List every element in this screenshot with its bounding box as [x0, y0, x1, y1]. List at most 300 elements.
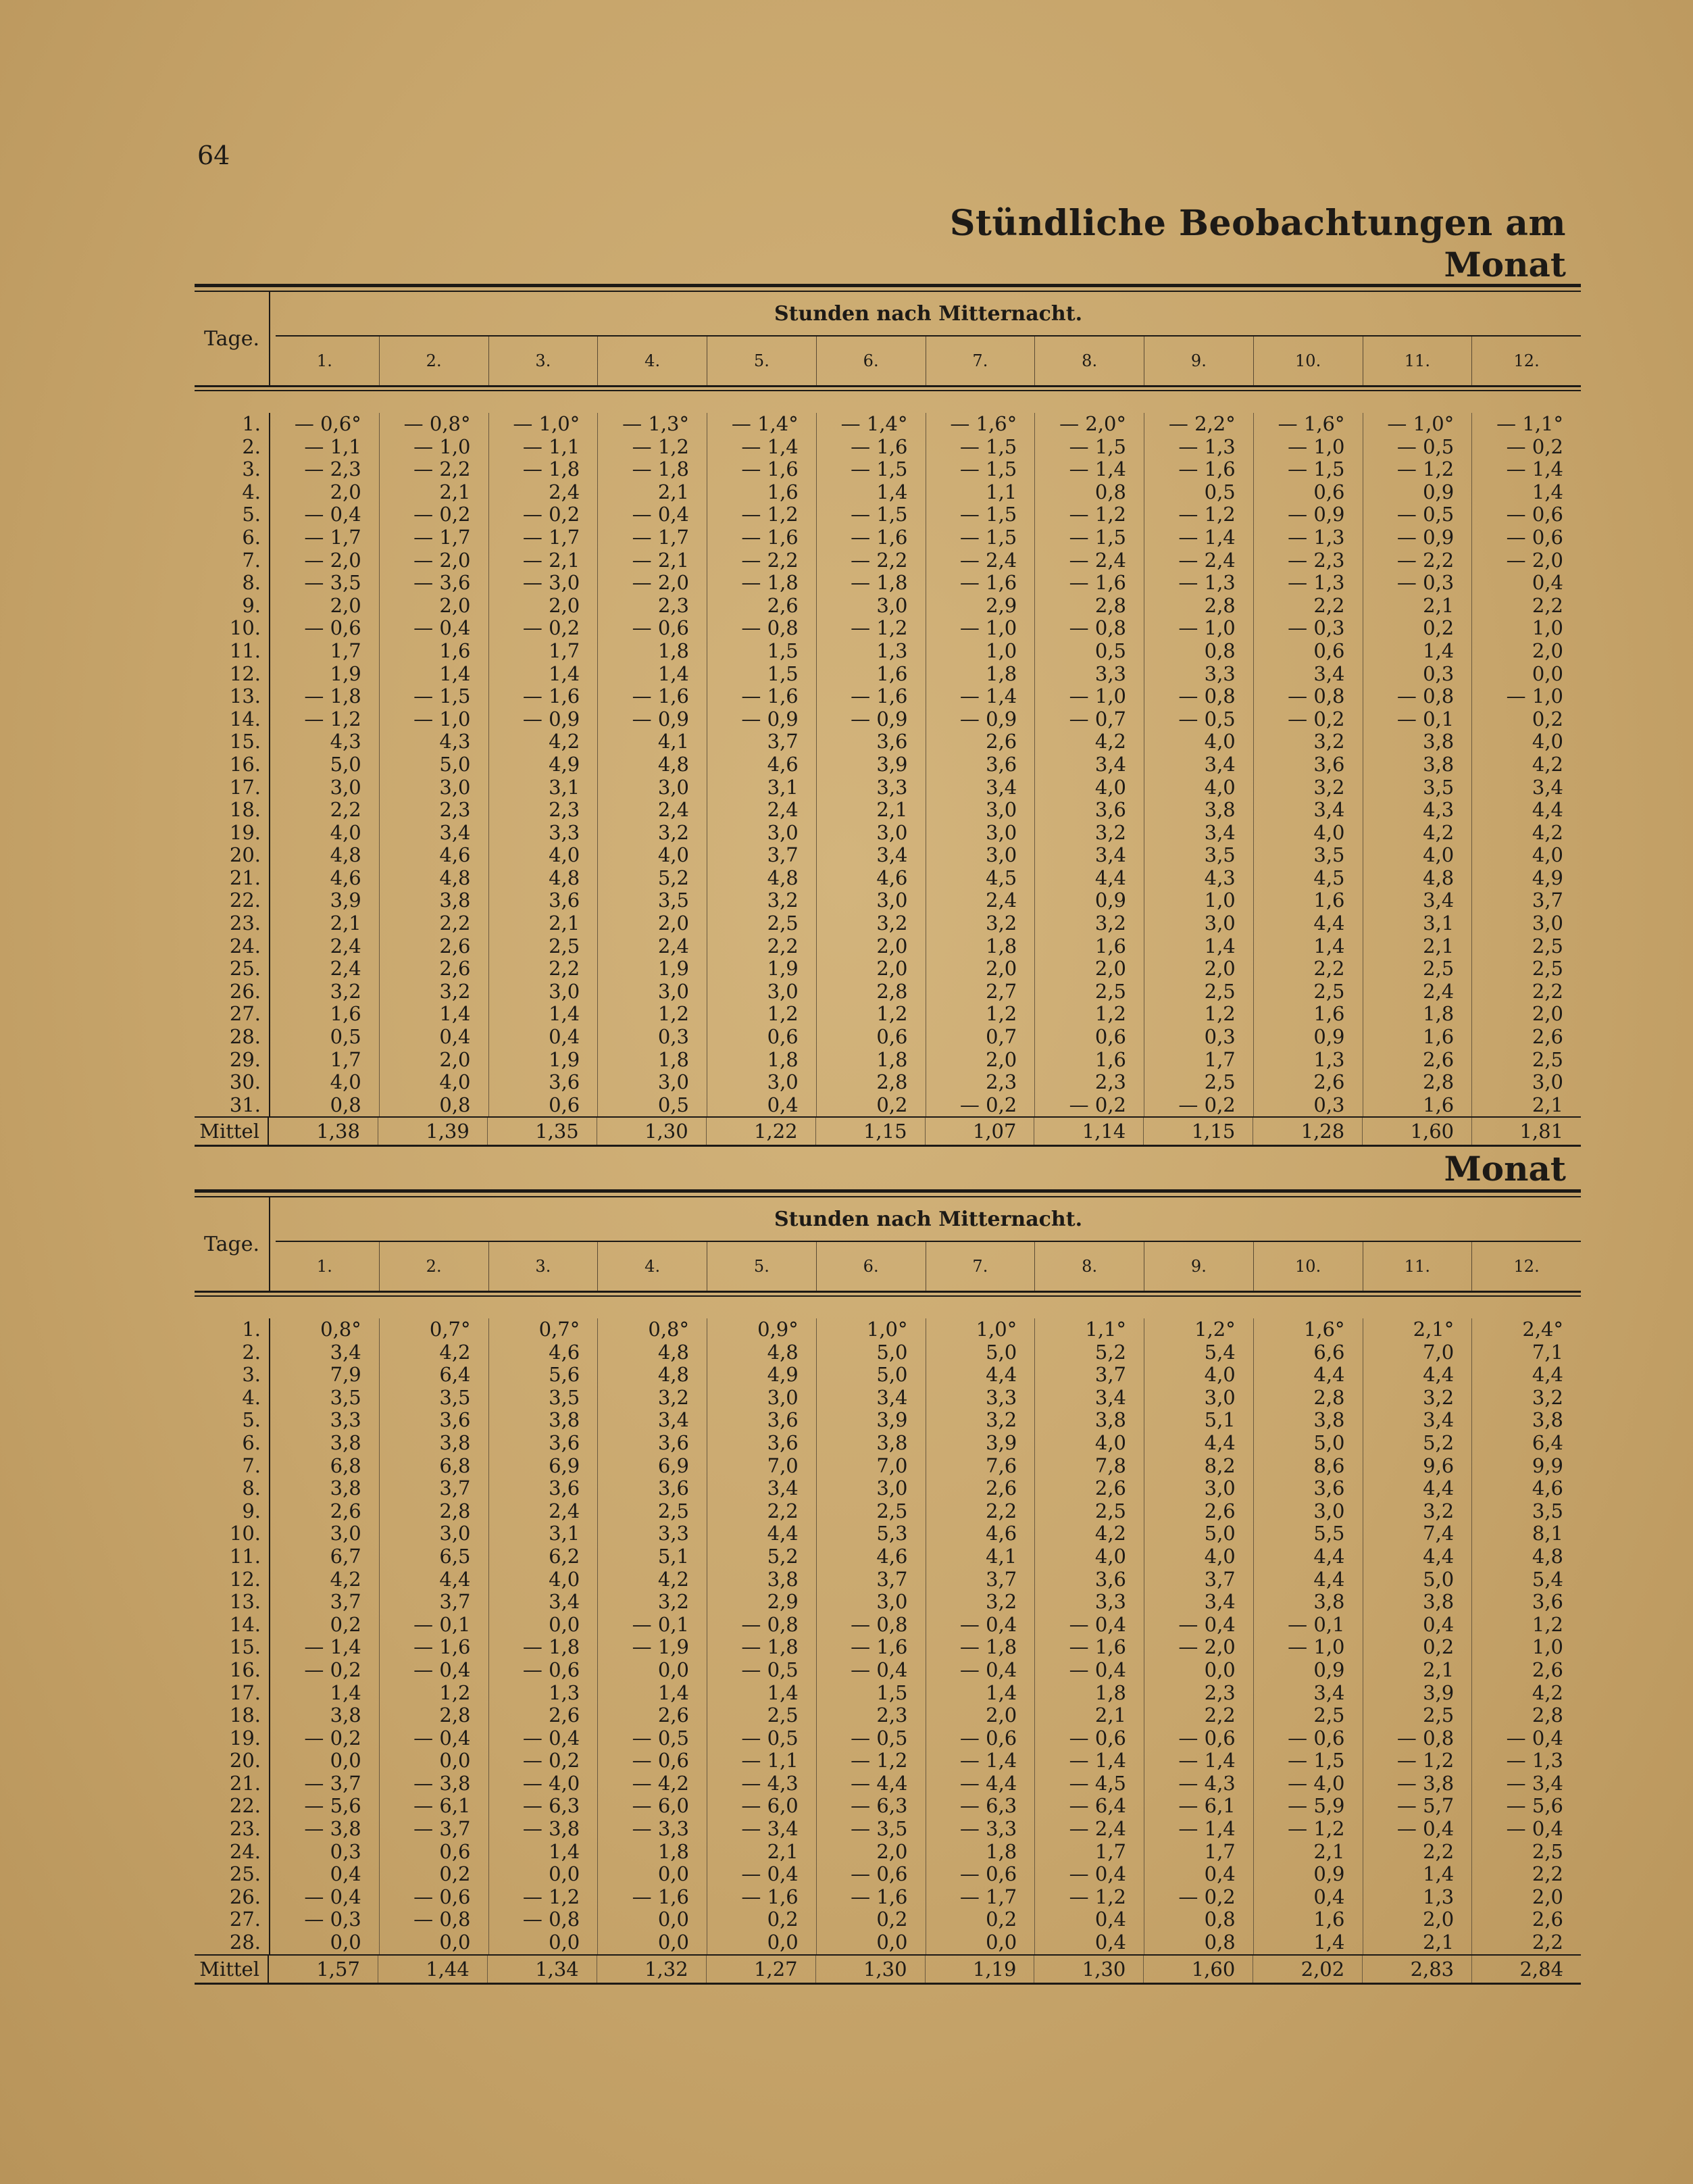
- table-cell: — 1,8: [304, 685, 361, 708]
- mittel-value: 1,22: [706, 1118, 815, 1145]
- table-cell: 0,4: [330, 1862, 361, 1886]
- table-cell: 2,1: [330, 912, 361, 935]
- table-cell: 3,6: [767, 1431, 799, 1454]
- table-cell: 2,4: [330, 957, 361, 981]
- table-cell: — 4,0: [1288, 1771, 1345, 1795]
- table-cell: 0,2: [876, 1093, 908, 1116]
- table-cell: — 0,4: [1069, 1862, 1126, 1886]
- hour-column: [270, 1318, 379, 1954]
- table-cell: 2,1: [876, 798, 908, 822]
- month-label-2: Monat: [1444, 1149, 1566, 1189]
- table-cell: 4,6: [767, 752, 799, 776]
- table-cell: — 0,5: [851, 1726, 908, 1749]
- table-cell: 5,1: [657, 1544, 689, 1568]
- mittel-value: 1,57: [316, 1957, 360, 1981]
- table-cell: 3,7: [767, 730, 799, 753]
- table-cell: 2,5: [657, 1499, 689, 1522]
- mittel-values: [269, 1118, 1581, 1145]
- table-cell: 2,0: [986, 1704, 1017, 1727]
- table-cell: — 0,4: [741, 1862, 799, 1886]
- table-cell: — 3,0: [522, 571, 580, 595]
- table-cell: 1,6°: [1303, 1318, 1345, 1341]
- hour-column: [488, 1318, 598, 1954]
- table-cell: — 1,6: [741, 457, 799, 481]
- table-cell: 3,4: [1094, 843, 1126, 867]
- table-cell: 0,7: [986, 1025, 1017, 1049]
- table-cell: 1,0: [1532, 616, 1563, 640]
- table-cell: — 1,2: [1069, 1885, 1126, 1908]
- table-cell: 3,2: [1532, 1385, 1563, 1409]
- table-cell: — 2,3: [304, 457, 361, 481]
- table-cell: — 1,2: [1396, 457, 1455, 481]
- table-cell: 3,4: [549, 1590, 580, 1614]
- table-cell: 0,0: [657, 1908, 689, 1931]
- table-cell: — 1,1: [522, 435, 580, 458]
- day-label: 2.: [242, 1340, 261, 1364]
- day-label: 27.: [229, 1908, 261, 1931]
- table-cell: 1,0: [1532, 1635, 1563, 1659]
- table-cell: 0,0: [657, 1658, 689, 1681]
- table-cell: — 2,2°: [1168, 412, 1236, 435]
- table-cell: — 3,6: [413, 571, 471, 595]
- table-cell: 3,6: [1094, 1567, 1126, 1591]
- hour-column: [1471, 413, 1581, 1116]
- table-cell: 3,2: [986, 1408, 1017, 1432]
- day-label: 5.: [242, 1408, 261, 1432]
- table-cell: 0,8: [1204, 1908, 1236, 1931]
- table-cell: 4,8: [767, 1340, 799, 1364]
- day-label: 11.: [229, 1544, 261, 1568]
- table-cell: 0,2: [876, 1908, 908, 1931]
- table-cell: 0,2: [986, 1908, 1017, 1931]
- table-cell: 0,5: [330, 1025, 361, 1049]
- table-cell: 2,8: [876, 979, 908, 1003]
- day-label: 18.: [229, 1704, 261, 1727]
- table-cell: — 0,6: [1288, 1726, 1345, 1749]
- table-cell: — 0,6: [1506, 525, 1563, 549]
- table-cell: — 3,8: [304, 1817, 361, 1841]
- table-cell: 3,5: [1423, 775, 1455, 799]
- day-label: 7.: [242, 1454, 261, 1477]
- table-cell: 2,6: [657, 1704, 689, 1727]
- table-cell: 0,0: [1204, 1658, 1236, 1681]
- table-cell: 3,2: [330, 979, 361, 1003]
- mittel-row: [195, 1954, 1581, 1985]
- table-cell: 2,7: [986, 979, 1017, 1003]
- tage-header: Tage.: [195, 1197, 270, 1291]
- table-cell: 3,9: [876, 1408, 908, 1432]
- table-cell: 3,6: [986, 752, 1017, 776]
- table-cell: — 0,5: [741, 1726, 799, 1749]
- table-cell: 3,0: [657, 1070, 689, 1094]
- table-cell: 2,8: [439, 1704, 471, 1727]
- table-cell: 2,1: [657, 480, 689, 503]
- table-cell: 3,4: [1094, 752, 1126, 776]
- table-cell: 1,7: [1204, 1839, 1236, 1863]
- table-cell: 0,0: [330, 1931, 361, 1954]
- table-cell: 1,2: [1532, 1612, 1563, 1636]
- table-cell: 0,0: [876, 1931, 908, 1954]
- table-cell: 4,6: [876, 1544, 908, 1568]
- table-cell: — 1,2: [304, 707, 361, 730]
- table-cell: 4,0: [330, 820, 361, 844]
- table-cell: — 0,8: [1069, 616, 1126, 640]
- table-cell: 1,4: [549, 1002, 580, 1026]
- table-cell: 3,0: [767, 1385, 799, 1409]
- table-cell: 4,0: [330, 1070, 361, 1094]
- day-label: 27.: [229, 1002, 261, 1026]
- table-cell: 2,0: [330, 593, 361, 617]
- table-cell: — 0,6: [632, 616, 689, 640]
- day-label: 5.: [242, 503, 261, 526]
- table-cell: 2,6: [1204, 1499, 1236, 1522]
- table-cell: — 1,5: [1069, 525, 1126, 549]
- table-cell: 0,7°: [538, 1318, 580, 1341]
- table-cell: 3,8: [1313, 1408, 1345, 1432]
- day-label: 9.: [242, 1499, 261, 1522]
- hour-column: [270, 413, 379, 1116]
- table-cell: — 3,3: [632, 1817, 689, 1841]
- table-cell: — 0,2: [522, 616, 580, 640]
- table-cell: 3,4: [1423, 1408, 1455, 1432]
- table-cell: 2,8: [439, 1499, 471, 1522]
- table-cell: 4,8: [439, 866, 471, 889]
- table-cell: 2,3: [1094, 1070, 1126, 1094]
- table-cell: 6,2: [549, 1544, 580, 1568]
- table-cell: — 1,6: [851, 435, 908, 458]
- table-cell: — 1,7: [413, 525, 471, 549]
- hour-column: [1253, 413, 1363, 1116]
- table-cell: — 1,0: [1288, 1635, 1345, 1659]
- hours-header-group: [270, 1197, 1581, 1291]
- table-cell: 1,9: [549, 1047, 580, 1071]
- table-cell: 4,4: [1532, 798, 1563, 822]
- hour-column: [816, 1318, 926, 1954]
- day-label: 22.: [229, 889, 261, 912]
- hour-header: 12.: [1471, 1242, 1581, 1291]
- day-label: 12.: [229, 662, 261, 685]
- table-cell: 0,3: [1423, 662, 1455, 685]
- table-cell: 4,0: [549, 1567, 580, 1591]
- table-cell: 3,2: [1094, 820, 1126, 844]
- table-cell: 4,0: [1313, 820, 1345, 844]
- mittel-value: 1,39: [378, 1118, 487, 1145]
- table-cell: — 2,0: [304, 548, 361, 572]
- table-cell: 3,4: [657, 1408, 689, 1432]
- table-cell: — 1,2: [851, 616, 908, 640]
- hour-column: [597, 1318, 707, 1954]
- table-cell: — 0,5: [741, 1658, 799, 1681]
- table-cell: 2,5: [1313, 1704, 1345, 1727]
- table-cell: — 0,8: [1288, 685, 1345, 708]
- table-cell: 3,6: [1094, 798, 1126, 822]
- table-cell: 3,2: [1313, 775, 1345, 799]
- table-cell: — 1,6: [413, 1635, 471, 1659]
- table-cell: 2,6: [1532, 1025, 1563, 1049]
- table-cell: 2,2: [1313, 593, 1345, 617]
- table-cell: — 1,6: [1178, 457, 1236, 481]
- table-cell: 4,0: [1204, 775, 1236, 799]
- table-cell: 3,9: [986, 1431, 1017, 1454]
- mittel-value: 2,02: [1253, 1956, 1362, 1983]
- hour-column: [707, 1318, 816, 1954]
- table-cell: 0,0: [767, 1931, 799, 1954]
- table-1: [195, 284, 1581, 1147]
- day-label: 1.: [242, 412, 261, 435]
- table-cell: 1,6: [876, 662, 908, 685]
- table-cell: — 1,4: [1506, 457, 1563, 481]
- table-cell: — 0,6: [522, 1658, 580, 1681]
- table-cell: 7,1: [1532, 1340, 1563, 1364]
- hour-column: [1034, 1318, 1144, 1954]
- table-cell: 0,4: [1423, 1612, 1455, 1636]
- table-cell: 1,9: [767, 957, 799, 981]
- hour-header: 8.: [1034, 337, 1144, 385]
- table-cell: 1,8: [657, 1047, 689, 1071]
- table-cell: — 6,0: [741, 1794, 799, 1818]
- table-cell: 3,4: [1094, 1385, 1126, 1409]
- table-cell: 1,9: [330, 662, 361, 685]
- table-cell: — 0,9: [522, 707, 580, 730]
- table-cell: 2,6: [439, 934, 471, 958]
- table-cell: 0,0: [549, 1612, 580, 1636]
- table-cell: — 1,8: [741, 571, 799, 595]
- stunden-header: Stunden nach Mitternacht.: [276, 292, 1581, 337]
- table-cell: 4,6: [330, 866, 361, 889]
- table-cell: 2,1°: [1413, 1318, 1455, 1341]
- table-cell: 0,9: [1313, 1658, 1345, 1681]
- table-cell: 2,2: [767, 1499, 799, 1522]
- table-cell: — 1,3: [1178, 435, 1236, 458]
- table-cell: — 3,7: [413, 1817, 471, 1841]
- table-cell: 2,4: [657, 798, 689, 822]
- table-cell: 0,6: [1094, 1025, 1126, 1049]
- table-cell: 2,2: [1532, 593, 1563, 617]
- table-cell: 2,6: [330, 1499, 361, 1522]
- mittel-label: Mittel: [195, 1956, 269, 1983]
- table-cell: 0,3: [1313, 1093, 1345, 1116]
- table-cell: 1,4: [1532, 480, 1563, 503]
- table-cell: 3,8: [330, 1476, 361, 1500]
- table-cell: — 3,8: [1396, 1771, 1455, 1795]
- table-cell: 0,0: [549, 1862, 580, 1886]
- table-cell: — 0,2: [1288, 707, 1345, 730]
- table-cell: 3,8: [549, 1408, 580, 1432]
- table-cell: 1,8: [986, 1839, 1017, 1863]
- table-cell: 5,0: [986, 1340, 1017, 1364]
- table-cell: 6,6: [1313, 1340, 1345, 1364]
- table-cell: 2,8: [1423, 1070, 1455, 1094]
- table-cell: 2,1: [1423, 1658, 1455, 1681]
- table-cell: 3,7: [767, 843, 799, 867]
- table-cell: — 0,9: [851, 707, 908, 730]
- table-cell: 3,0: [986, 843, 1017, 867]
- table-cell: 2,0: [986, 957, 1017, 981]
- table-cell: — 0,4: [959, 1658, 1017, 1681]
- table-cell: 3,2: [767, 889, 799, 912]
- day-label: 17.: [229, 1681, 261, 1704]
- table-cell: — 2,0°: [1059, 412, 1126, 435]
- table-cell: — 1,8: [522, 457, 580, 481]
- table-cell: 4,2: [657, 1567, 689, 1591]
- table-cell: 0,8°: [648, 1318, 689, 1341]
- table-cell: — 1,4: [1069, 1749, 1126, 1772]
- table-cell: — 0,8: [1178, 685, 1236, 708]
- table-cell: 0,8°: [320, 1318, 361, 1341]
- table-cell: — 1,6°: [1278, 412, 1345, 435]
- table-cell: — 2,0: [632, 571, 689, 595]
- table-cell: 1,2: [439, 1681, 471, 1704]
- table-cell: 0,0: [439, 1749, 471, 1772]
- hour-header: 7.: [926, 337, 1035, 385]
- table-cell: 2,4: [986, 889, 1017, 912]
- table-cell: — 6,3: [522, 1794, 580, 1818]
- hour-column: [488, 413, 598, 1116]
- table-cell: 1,6: [1313, 889, 1345, 912]
- table-cell: — 2,0: [413, 548, 471, 572]
- table-cell: 2,0: [1423, 1908, 1455, 1931]
- day-label: 26.: [229, 979, 261, 1003]
- table-cell: 2,1: [549, 912, 580, 935]
- table-cell: 0,6: [1313, 480, 1345, 503]
- table-cell: — 1,8: [851, 571, 908, 595]
- table-header: [195, 1197, 1581, 1293]
- table-cell: 4,8: [657, 1340, 689, 1364]
- table-cell: — 1,5: [959, 525, 1017, 549]
- table-cell: — 1,0°: [513, 412, 580, 435]
- table-cell: 3,6: [767, 1408, 799, 1432]
- table-cell: 4,4: [1313, 912, 1345, 935]
- table-cell: — 1,4: [741, 435, 799, 458]
- table-cell: 2,2: [1532, 1862, 1563, 1886]
- table-cell: — 1,7: [959, 1885, 1017, 1908]
- hour-headers: [270, 337, 1581, 385]
- table-cell: — 0,9: [959, 707, 1017, 730]
- table-cell: 3,5: [549, 1385, 580, 1409]
- table-cell: 3,8: [330, 1704, 361, 1727]
- table-cell: 1,2: [876, 1002, 908, 1026]
- hour-header: 11.: [1363, 1242, 1472, 1291]
- table-cell: 1,4: [1423, 1862, 1455, 1886]
- table-cell: 2,3: [1204, 1681, 1236, 1704]
- table-cell: — 6,1: [1178, 1794, 1236, 1818]
- table-cell: 4,6: [986, 1522, 1017, 1545]
- value-columns: [270, 1318, 1581, 1954]
- table-cell: 0,4: [1313, 1885, 1345, 1908]
- table-cell: 9,6: [1423, 1454, 1455, 1477]
- table-cell: 3,7: [1094, 1363, 1126, 1387]
- table-cell: 3,5: [1313, 843, 1345, 867]
- day-label: 3.: [242, 1363, 261, 1387]
- mittel-value: 1,14: [1034, 1118, 1143, 1145]
- table-2: [195, 1189, 1581, 1985]
- table-cell: — 1,0: [1506, 685, 1563, 708]
- table-cell: 2,2: [439, 912, 471, 935]
- table-cell: 2,5: [1532, 1839, 1563, 1863]
- table-cell: 2,6: [439, 957, 471, 981]
- table-cell: 3,8: [439, 1431, 471, 1454]
- table-cell: 1,8: [986, 934, 1017, 958]
- hour-header: 1.: [316, 1257, 332, 1276]
- table-cell: 4,2: [1532, 752, 1563, 776]
- hour-header: 5.: [707, 1242, 816, 1291]
- table-cell: 3,4: [439, 820, 471, 844]
- table-cell: 2,1: [439, 480, 471, 503]
- day-label: 31.: [229, 1093, 261, 1116]
- table-cell: — 0,4: [959, 1612, 1017, 1636]
- table-cell: — 4,4: [851, 1771, 908, 1795]
- table-cell: — 0,8: [851, 1612, 908, 1636]
- table-cell: 5,4: [1532, 1567, 1563, 1591]
- table-cell: 0,9: [1094, 889, 1126, 912]
- table-top-rule: [195, 284, 1581, 292]
- table-cell: — 1,2: [1288, 1817, 1345, 1841]
- table-cell: — 0,2: [959, 1093, 1017, 1116]
- table-cell: — 1,6: [851, 1635, 908, 1659]
- day-label: 6.: [242, 525, 261, 549]
- table-cell: 4,4: [1532, 1363, 1563, 1387]
- table-cell: — 1,5: [959, 503, 1017, 526]
- table-cell: 3,0: [1532, 912, 1563, 935]
- mittel-value: 1,35: [487, 1118, 597, 1145]
- mittel-value: 1,30: [597, 1118, 706, 1145]
- table-cell: 0,9: [1423, 480, 1455, 503]
- table-cell: — 1,6: [851, 1885, 908, 1908]
- table-cell: — 1,6°: [950, 412, 1017, 435]
- table-cell: — 4,0: [522, 1771, 580, 1795]
- hour-column: [1363, 413, 1472, 1116]
- table-cell: 3,7: [1532, 889, 1563, 912]
- hour-column: [597, 413, 707, 1116]
- table-cell: 3,0: [439, 1522, 471, 1545]
- day-label: 13.: [229, 685, 261, 708]
- table-cell: 4,9: [1532, 866, 1563, 889]
- table-cell: 3,5: [657, 889, 689, 912]
- table-cell: — 2,1: [632, 548, 689, 572]
- table-cell: 3,5: [1204, 843, 1236, 867]
- table-cell: — 0,5: [632, 1726, 689, 1749]
- table-cell: 4,8: [549, 866, 580, 889]
- table-cell: 5,5: [1313, 1522, 1345, 1545]
- table-cell: — 1,6: [741, 525, 799, 549]
- table-cell: 0,4: [549, 1025, 580, 1049]
- table-cell: 3,1: [767, 775, 799, 799]
- table-cell: 2,0: [1532, 1885, 1563, 1908]
- table-cell: 3,6: [549, 889, 580, 912]
- table-cell: 1,8: [1423, 1002, 1455, 1026]
- table-cell: 4,6: [876, 866, 908, 889]
- table-cell: — 1,4°: [840, 412, 908, 435]
- table-cell: 5,0: [1423, 1567, 1455, 1591]
- table-cell: 0,0: [330, 1749, 361, 1772]
- table-cell: — 0,2: [1178, 1093, 1236, 1116]
- table-cell: — 2,0: [1506, 548, 1563, 572]
- table-cell: — 3,8: [413, 1771, 471, 1795]
- table-cell: 2,4: [330, 934, 361, 958]
- table-cell: 2,2: [1532, 979, 1563, 1003]
- table-cell: 0,8: [1204, 1931, 1236, 1954]
- table-cell: 6,4: [1532, 1431, 1563, 1454]
- table-cell: — 5,6: [1506, 1794, 1563, 1818]
- table-cell: 4,0: [1204, 1363, 1236, 1387]
- table-cell: — 0,5: [1396, 435, 1455, 458]
- table-cell: — 1,1: [304, 435, 361, 458]
- table-cell: 5,0: [876, 1340, 908, 1364]
- table-cell: 1,4: [876, 480, 908, 503]
- table-cell: 1,7: [330, 1047, 361, 1071]
- table-cell: — 1,0: [959, 616, 1017, 640]
- table-cell: 4,2: [330, 1567, 361, 1591]
